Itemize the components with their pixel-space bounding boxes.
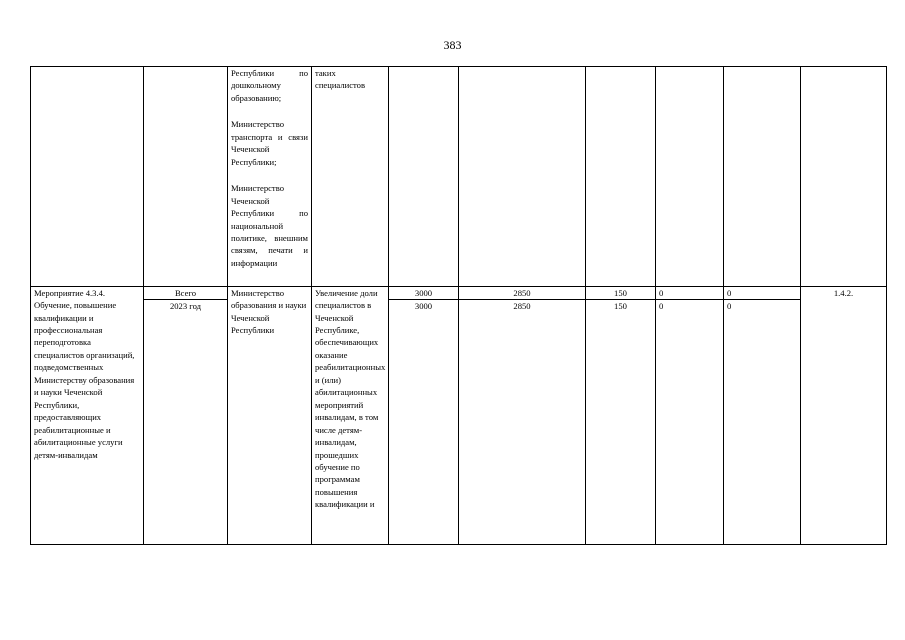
executor-text: Министерство образования и науки Чеченской Республики [231, 287, 307, 335]
period-total-cell: Всего [144, 286, 228, 300]
indicator-cell [312, 67, 389, 287]
table-cell-empty [31, 67, 144, 287]
table-cell-empty [656, 67, 724, 287]
table-cell-empty [144, 67, 228, 287]
year-value-cell: 0 [724, 300, 801, 545]
year-value-cell: 150 [586, 300, 656, 545]
table-row [31, 67, 887, 287]
executor-cell [228, 286, 312, 544]
program-table [30, 66, 887, 545]
executor-text: Республики по дошкольному образованию; [231, 68, 308, 103]
reference-cell: 1.4.2. [801, 286, 887, 544]
total-value-cell: 0 [656, 286, 724, 300]
table-row [31, 300, 887, 545]
table-row [31, 286, 887, 300]
table-cell-empty [389, 67, 459, 287]
year-value-cell: 2850 [459, 300, 586, 545]
total-value-cell: 0 [724, 286, 801, 300]
table-cell-empty [724, 67, 801, 287]
table-cell-empty [459, 67, 586, 287]
executors-cell [228, 67, 312, 287]
event-cell [31, 286, 144, 544]
event-text: Мероприятие 4.3.4. Обучение, повышение квалификации и профессиональная переподготовка специалистов организаций, подведомственных Министерству образования и науки Чеченской Республики, предоставляющих реабилитационные и абилитационные услуги детям-инвалидам [34, 287, 135, 460]
total-value-cell: 2850 [459, 286, 586, 300]
table-cell-empty [586, 67, 656, 287]
indicator-cell [312, 286, 389, 544]
year-value-cell: 3000 [389, 300, 459, 545]
executor-text: Министерство Чеченской Республики по национальной политике, внешним связям, печати и информации [231, 183, 308, 268]
table-cell-empty [801, 67, 887, 287]
period-year-cell: 2023 год [144, 300, 228, 545]
page-number: 383 [443, 38, 462, 52]
total-value-cell: 150 [586, 286, 656, 300]
total-value-cell: 3000 [389, 286, 459, 300]
executor-text: Министерство транспорта и связи Чеченской Республики; [231, 119, 308, 167]
indicator-text: Увеличение доли специалистов в Чеченской Республике, обеспечивающих оказание реабилитационных и (или) абилитационных мероприятий инвалидам, в том числе детям-инвалидам, прошедших обучение по программам повышения квалификации и [315, 287, 386, 510]
indicator-text: таких специалистов [315, 68, 366, 91]
year-value-cell: 0 [656, 300, 724, 545]
